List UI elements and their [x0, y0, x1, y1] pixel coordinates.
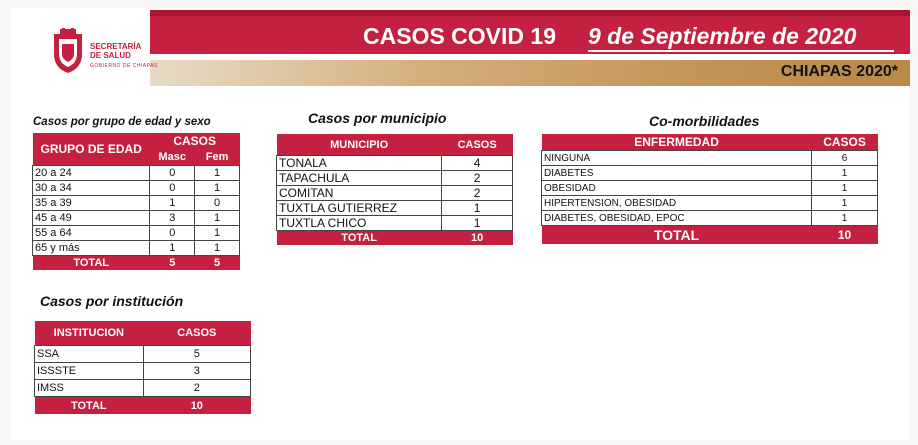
table-row [35, 363, 251, 380]
row-masc: 0 [150, 166, 195, 181]
row-casos: 1 [812, 211, 878, 226]
row-casos: 2 [442, 171, 513, 186]
row-masc: 1 [150, 196, 195, 211]
row-casos: 1 [812, 181, 878, 196]
table-row [277, 171, 513, 186]
row-institucion: ISSSTE [35, 363, 144, 380]
total-value: 10 [143, 397, 250, 415]
col-enfermedad: ENFERMEDAD [542, 134, 812, 151]
table-row [33, 196, 240, 211]
row-enfermedad: DIABETES, OBESIDAD, EPOC [542, 211, 812, 226]
region-label: CHIAPAS 2020* [780, 63, 898, 80]
page-title: CASOS COVID 19 [363, 23, 556, 49]
row-enfermedad: HIPERTENSION, OBESIDAD [542, 196, 812, 211]
total-row [277, 231, 513, 246]
logo-subtitle: GOBIERNO DE CHIAPAS [90, 63, 158, 69]
row-grupo: 45 a 49 [33, 211, 150, 226]
row-casos: 5 [143, 346, 250, 363]
table-row [542, 211, 878, 226]
row-municipio: TUXTLA CHICO [277, 216, 442, 231]
row-casos: 2 [442, 186, 513, 201]
row-institucion: IMSS [35, 380, 144, 397]
edad-table [32, 133, 240, 270]
institucion-header-row [35, 321, 251, 346]
row-masc: 0 [150, 181, 195, 196]
col-masc: Masc [150, 149, 195, 166]
page-date: 9 de Septiembre de 2020 [588, 23, 857, 49]
col-fem: Fem [195, 149, 240, 166]
row-masc: 0 [150, 226, 195, 241]
municipio-table [276, 134, 513, 245]
total-label: TOTAL [277, 231, 442, 246]
row-municipio: TAPACHULA [277, 171, 442, 186]
row-grupo: 55 a 64 [33, 226, 150, 241]
row-municipio: TUXTLA GUTIERREZ [277, 201, 442, 216]
table-row [542, 166, 878, 181]
col-casos: CASOS [812, 134, 878, 151]
row-casos: 1 [812, 166, 878, 181]
table-row [33, 166, 240, 181]
row-fem: 1 [195, 166, 240, 181]
total-label: TOTAL [542, 226, 812, 245]
table-row [542, 196, 878, 211]
row-enfermedad: NINGUNA [542, 151, 812, 166]
row-casos: 1 [812, 196, 878, 211]
logo-text [90, 42, 141, 60]
table-row [277, 156, 513, 171]
row-fem: 1 [195, 181, 240, 196]
total-label: TOTAL [33, 256, 150, 271]
row-casos: 2 [143, 380, 250, 397]
table-row [542, 181, 878, 196]
col-casos: CASOS [442, 134, 513, 156]
col-casos: CASOS [143, 321, 250, 346]
row-enfermedad: OBESIDAD [542, 181, 812, 196]
total-value: 10 [442, 231, 513, 246]
row-fem: 0 [195, 196, 240, 211]
institucion-section-title: Casos por institución [40, 293, 184, 309]
municipio-section-title: Casos por municipio [308, 110, 447, 126]
col-casos: CASOS [150, 133, 240, 149]
total-masc: 5 [150, 256, 195, 271]
logo-line-2: DE SALUD [90, 51, 131, 60]
table-row [33, 181, 240, 196]
institucion-table [34, 321, 251, 414]
row-fem: 1 [195, 211, 240, 226]
col-institucion: INSTITUCION [35, 321, 144, 346]
logo-line-1: SECRETARÍA [90, 42, 142, 51]
chiapas-shield-icon [50, 28, 86, 74]
row-masc: 3 [150, 211, 195, 226]
total-fem: 5 [195, 256, 240, 271]
table-row [277, 201, 513, 216]
row-grupo: 35 a 39 [33, 196, 150, 211]
total-row [33, 256, 240, 271]
row-casos: 3 [143, 363, 250, 380]
table-row [33, 211, 240, 226]
row-masc: 1 [150, 241, 195, 256]
row-fem: 1 [195, 241, 240, 256]
row-grupo: 30 a 34 [33, 181, 150, 196]
total-row [35, 397, 251, 415]
comorb-header-row [542, 134, 878, 151]
row-municipio: COMITAN [277, 186, 442, 201]
row-casos: 6 [812, 151, 878, 166]
table-row [33, 226, 240, 241]
comorb-section-title: Co-morbilidades [649, 113, 760, 129]
total-value: 10 [812, 226, 878, 245]
table-row [35, 380, 251, 397]
row-casos: 4 [442, 156, 513, 171]
total-label: TOTAL [35, 397, 144, 415]
edad-header-row-1 [33, 133, 240, 149]
date-underline [588, 50, 894, 52]
table-row [542, 151, 878, 166]
table-row [33, 241, 240, 256]
row-grupo: 65 y más [33, 241, 150, 256]
row-casos: 1 [442, 216, 513, 231]
table-row [35, 346, 251, 363]
col-municipio: MUNICIPIO [277, 134, 442, 156]
row-fem: 1 [195, 226, 240, 241]
table-row [277, 216, 513, 231]
comorb-table [541, 134, 878, 244]
total-row [542, 226, 878, 245]
table-row [277, 186, 513, 201]
row-institucion: SSA [35, 346, 144, 363]
row-casos: 1 [442, 201, 513, 216]
edad-section-title: Casos por grupo de edad y sexo [33, 116, 211, 128]
row-municipio: TONALA [277, 156, 442, 171]
row-grupo: 20 a 24 [33, 166, 150, 181]
col-grupo-edad: GRUPO DE EDAD [33, 133, 150, 166]
row-enfermedad: DIABETES [542, 166, 812, 181]
municipio-header-row [277, 134, 513, 156]
